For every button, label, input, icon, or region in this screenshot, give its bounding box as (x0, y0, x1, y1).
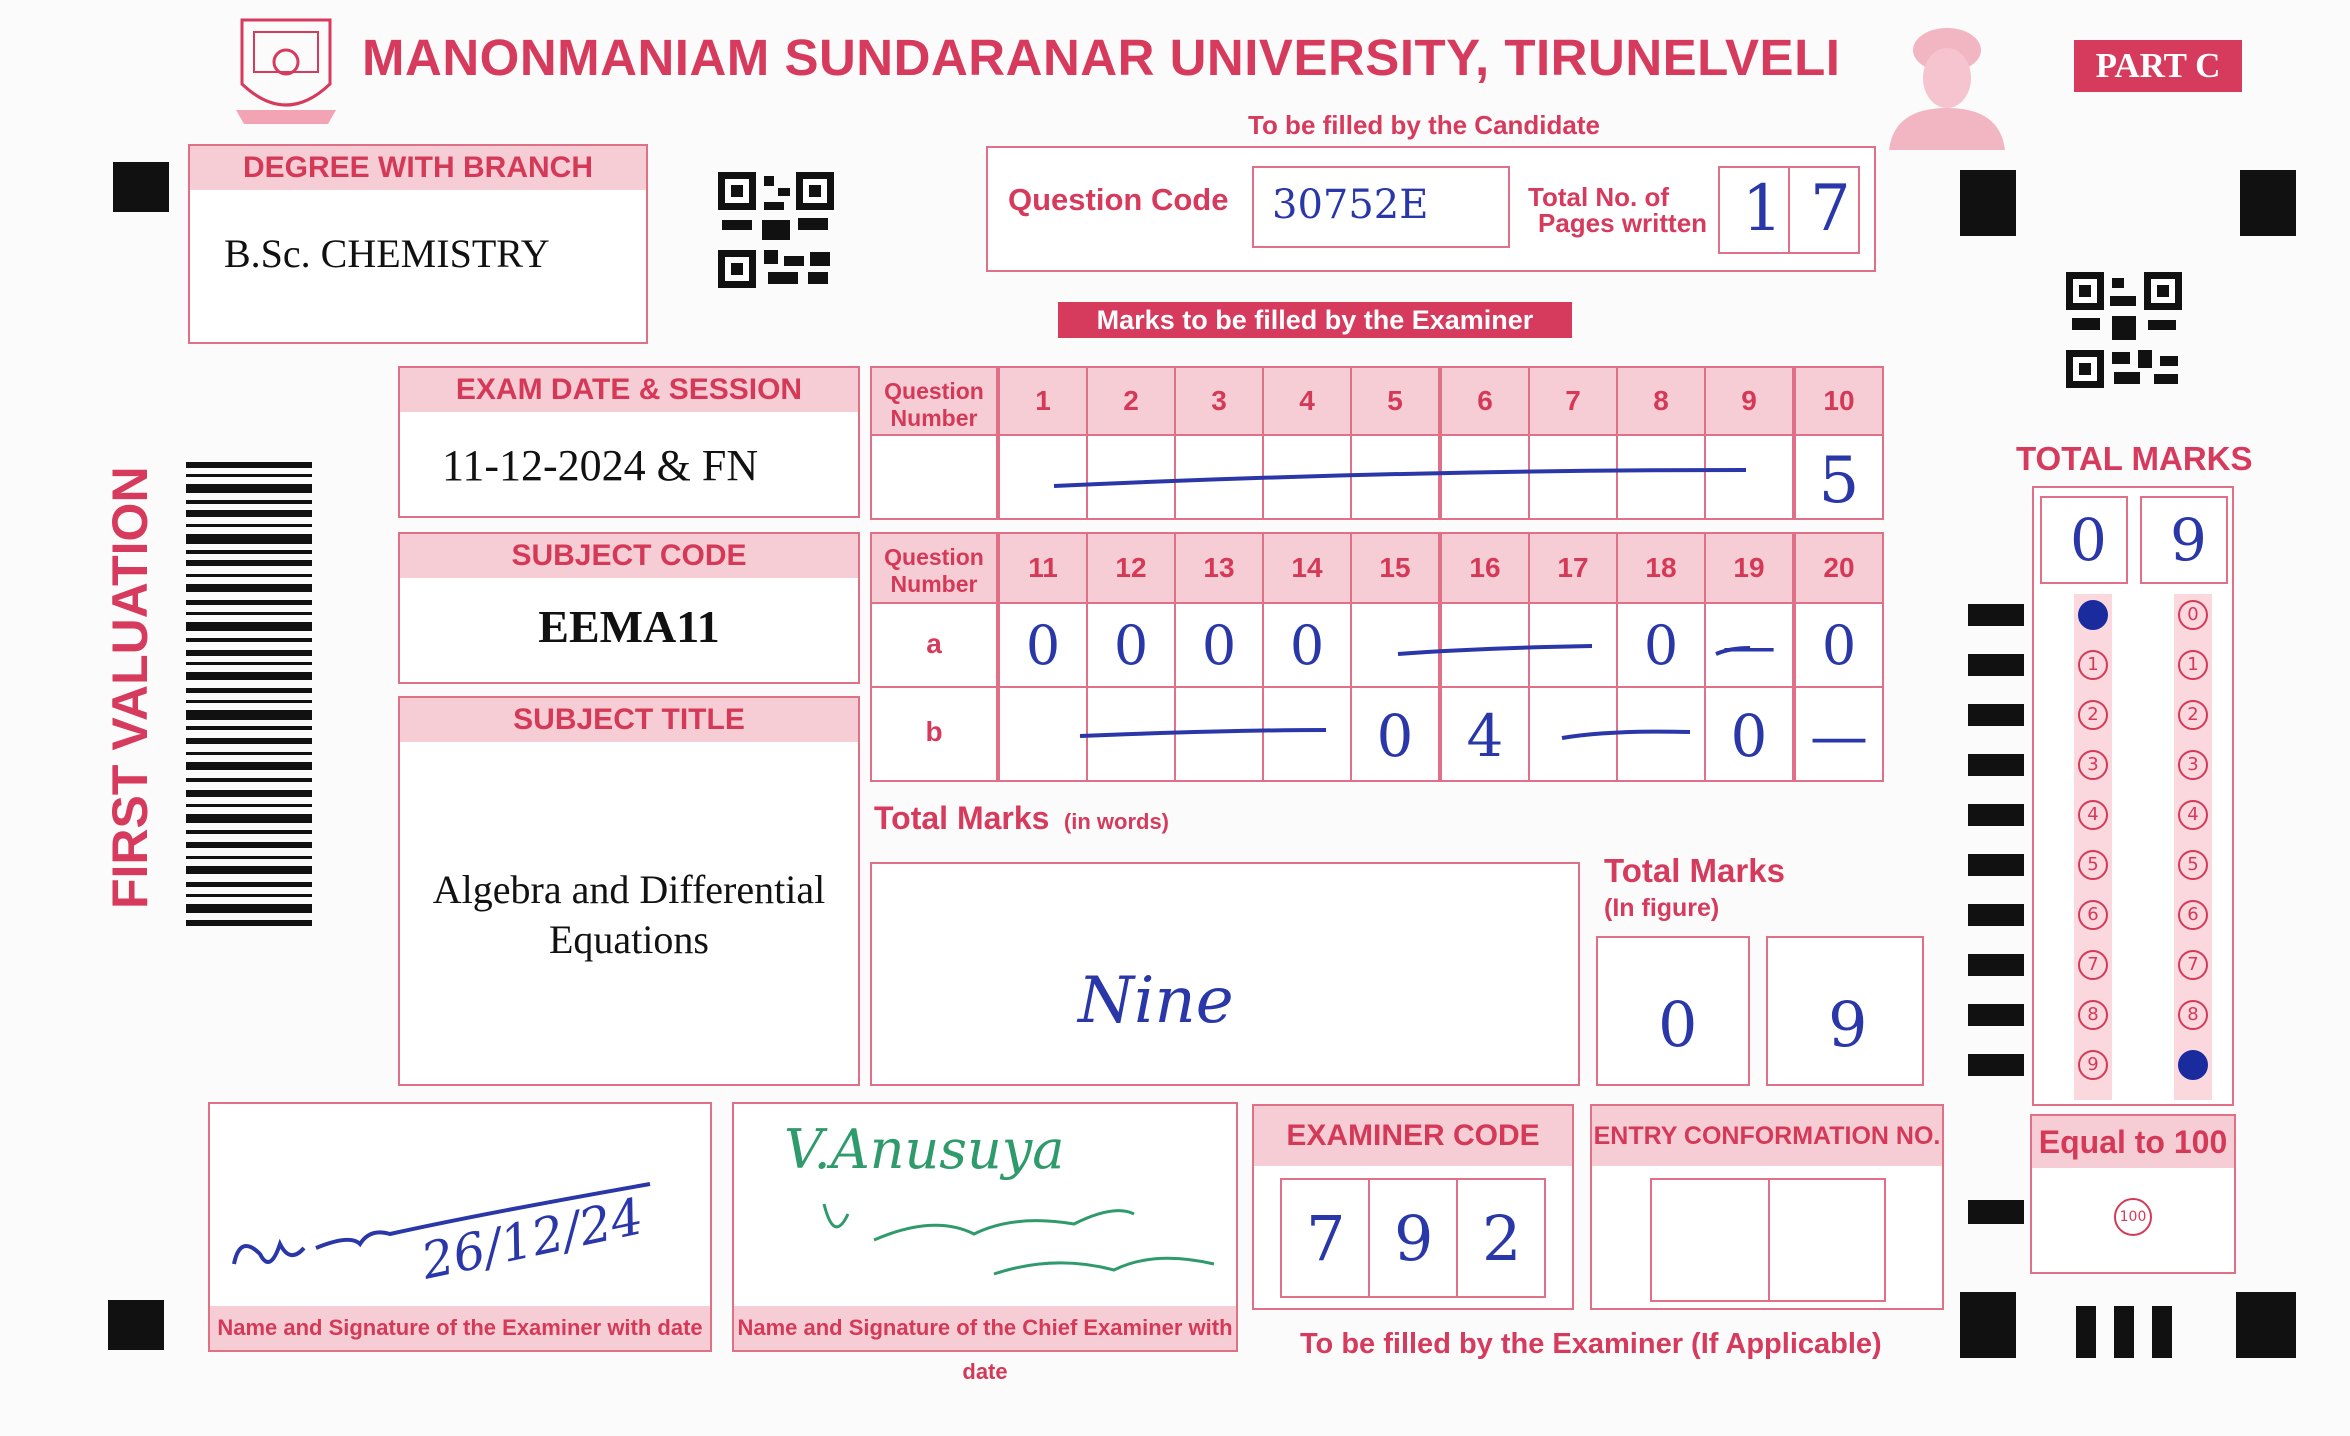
bubble-100[interactable]: 100 (2114, 1198, 2152, 1236)
row-b-label-text: b (925, 716, 943, 747)
degree-label: DEGREE WITH BRANCH (190, 146, 646, 190)
question-code-label: Question Code (1008, 182, 1229, 217)
examiner-signature-caption: Name and Signature of the Examiner with date (210, 1306, 710, 1350)
grid2-number-10: 20 (1794, 532, 1884, 604)
exam-date-label: EXAM DATE & SESSION (400, 368, 858, 412)
bubble-col2-0[interactable]: 0 (2178, 600, 2208, 630)
grid2-number-2: 12 (1086, 532, 1176, 604)
total-marks-side-digit-1 (2040, 496, 2128, 584)
part-badge: PART C (2074, 40, 2242, 92)
grid2-row-a-value: 0 (1289, 614, 1325, 677)
bubble-col1-5[interactable]: 5 (2078, 850, 2108, 880)
total-words-label (874, 800, 1169, 837)
grid1-number-5: 5 (1350, 366, 1440, 436)
grid2-row-b-label (870, 686, 998, 782)
examiner-banner: Marks to be filled by the Examiner (1058, 302, 1572, 338)
total-words-sub: (in words) (1063, 809, 1170, 834)
candidate-note: To be filled by the Candidate (1248, 110, 1600, 140)
examiner-code-label: EXAMINER CODE (1254, 1106, 1572, 1166)
grid1-qlabel-1: Question (884, 378, 984, 404)
grid1-number-10: 10 (1794, 366, 1884, 436)
grid1-number-4: 4 (1262, 366, 1352, 436)
bubble-col2-4[interactable]: 4 (2178, 800, 2208, 830)
grid2-question-label (870, 532, 998, 604)
omr-tick-mark (1968, 1004, 2024, 1026)
omr-tick-mark (1968, 904, 2024, 926)
entry-conf-box (1590, 1104, 1944, 1310)
subject-title-box (398, 696, 860, 1086)
bubble-col1-1[interactable]: 1 (2078, 650, 2108, 680)
total-words-value: Nine (1078, 964, 1234, 1038)
examiner-code-digit-2 (1368, 1178, 1458, 1298)
grid2-number-8: 18 (1616, 532, 1706, 604)
grid1-number-3: 3 (1174, 366, 1264, 436)
grid1-blank-cell (870, 434, 998, 520)
grid2-number-5: 15 (1350, 532, 1440, 604)
chief-signature-stroke (814, 1184, 1234, 1314)
timing-mark (2114, 1306, 2134, 1358)
chief-signature-caption: Name and Signature of the Chief Examiner with date (734, 1306, 1236, 1350)
barcode (186, 462, 312, 932)
total-marks-side-label: TOTAL MARKS (2016, 440, 2253, 477)
grid1-mark-value: 5 (1818, 444, 1860, 518)
examiner-signature-date: 26/12/24 (416, 1187, 649, 1291)
degree-value: B.Sc. CHEMISTRY (224, 231, 550, 276)
grid1-number-8: 8 (1616, 366, 1706, 436)
omr-tick-mark (1968, 604, 2024, 626)
total-words-box (870, 862, 1580, 1086)
grid2-qlabel-2: Number (890, 571, 978, 597)
timing-mark (2152, 1306, 2172, 1358)
chief-signature-name: V.Anusuya (784, 1118, 1065, 1181)
total-figure-d1: 0 (1658, 988, 1698, 1061)
pages-digit-2-value: 7 (1810, 172, 1851, 246)
grid2-number-6: 16 (1440, 532, 1530, 604)
row-a-label-text: a (926, 628, 942, 659)
grid2-number-3: 13 (1174, 532, 1264, 604)
grid2-row-b-value: — (1810, 702, 1868, 770)
omr-tick-mark (1968, 804, 2024, 826)
examiner-code-d3: 2 (1482, 1202, 1522, 1275)
pages-digit-1 (1718, 166, 1790, 254)
grid2-row-a-value: 0 (1025, 614, 1061, 677)
examiner-code-box (1252, 1104, 1574, 1310)
university-title: MANONMANIAM SUNDARANAR UNIVERSITY, TIRUNELVELI (362, 29, 1841, 86)
pages-digit-2 (1788, 166, 1860, 254)
grid2-row-a-value: 0 (1113, 614, 1149, 677)
grid2-qlabel-1: Question (884, 544, 984, 570)
omr-tick-mark (1968, 754, 2024, 776)
bubble-col1-3[interactable]: 3 (2078, 750, 2108, 780)
grid1-question-label (870, 366, 998, 436)
bubble-col2-3[interactable]: 3 (2178, 750, 2208, 780)
total-side-d2: 9 (2170, 506, 2207, 574)
timing-mark (2236, 1292, 2296, 1358)
exam-date-box (398, 366, 860, 518)
subject-code-label: SUBJECT CODE (400, 534, 858, 578)
grid2-row-b-value: 4 (1466, 702, 1504, 770)
bubble-col1-4[interactable]: 4 (2078, 800, 2108, 830)
omr-tick-mark (1968, 854, 2024, 876)
examiner-code-d1: 7 (1306, 1202, 1346, 1275)
total-figure-sub: (In figure) (1604, 894, 1720, 922)
examiner-code-digit-1 (1280, 1178, 1370, 1298)
bubble-col1-8[interactable]: 8 (2078, 1000, 2108, 1030)
grid2-row-b-value: 0 (1376, 702, 1414, 770)
bubble-col2-1[interactable]: 1 (2178, 650, 2208, 680)
grid1-number-2: 2 (1086, 366, 1176, 436)
qr-code (2066, 272, 2182, 388)
total-side-d1: 0 (2070, 506, 2107, 574)
bubble-col1-2[interactable]: 2 (2078, 700, 2108, 730)
grid2-row-a-value: 0 (1821, 614, 1857, 677)
total-marks-omr (2032, 486, 2234, 1106)
timing-mark (1960, 170, 2016, 236)
degree-box (188, 144, 648, 344)
question-code-value: 30752E (1272, 182, 1429, 228)
grid2-number-1: 11 (998, 532, 1088, 604)
grid2-number-9: 19 (1704, 532, 1794, 604)
omr-tick-mark (1968, 704, 2024, 726)
total-figure-d2: 9 (1828, 988, 1868, 1061)
question-code-box (986, 146, 1876, 272)
bubble-col2-6[interactable]: 6 (2178, 900, 2208, 930)
examiner-signature-box (208, 1102, 712, 1352)
chief-signature-box (732, 1102, 1238, 1384)
timing-mark (2240, 170, 2296, 236)
subject-title-line1: Algebra and Differential (432, 867, 826, 912)
grid1-number-1: 1 (998, 366, 1088, 436)
bubble-col2-2[interactable]: 2 (2178, 700, 2208, 730)
footer-note: To be filled by the Examiner (If Applicable) (1300, 1328, 1882, 1360)
question-code-field (1252, 166, 1510, 248)
timing-mark (1968, 1200, 2024, 1224)
subject-code-box (398, 532, 860, 684)
total-marks-side-digit-2 (2140, 496, 2228, 584)
total-figure-digit-1 (1596, 936, 1750, 1086)
grid1-qlabel-2: Number (890, 405, 978, 431)
omr-tick-mark (1968, 954, 2024, 976)
entry-conf-cell-2[interactable] (1768, 1178, 1886, 1302)
timing-mark (2076, 1306, 2096, 1358)
equal-100-box (2030, 1114, 2236, 1274)
grid1-number-9: 9 (1704, 366, 1794, 436)
grid2-row-a-value: 0 (1201, 614, 1237, 677)
equal-100-label: Equal to 100 (2032, 1116, 2234, 1168)
grid2-row-a-value: 0 (1643, 614, 1679, 677)
bubble-col2-9[interactable] (2178, 1050, 2208, 1080)
omr-tick-mark (1968, 1054, 2024, 1076)
timing-mark (113, 162, 169, 212)
university-logo (232, 14, 340, 132)
grid2-row-a-label (870, 602, 998, 688)
grid2-row-b-value: 0 (1730, 702, 1768, 770)
bubble-col2-8[interactable]: 8 (2178, 1000, 2208, 1030)
pages-label: Total No. of (1528, 182, 1670, 212)
entry-conf-cell-1[interactable] (1650, 1178, 1770, 1302)
grid2-number-7: 17 (1528, 532, 1618, 604)
grid1-number-7: 7 (1528, 366, 1618, 436)
bubble-col1-9[interactable]: 9 (2078, 1050, 2108, 1080)
grid2-number-4: 14 (1262, 532, 1352, 604)
omr-tick-mark (1968, 654, 2024, 676)
pages-label-2: Pages written (1538, 208, 1708, 238)
bubble-col2-7[interactable]: 7 (2178, 950, 2208, 980)
bubble-col1-0[interactable] (2078, 600, 2108, 630)
bubble-col2-5[interactable]: 5 (2178, 850, 2208, 880)
grid1-number-6: 6 (1440, 366, 1530, 436)
total-words-label-text: Total Marks (874, 800, 1050, 836)
subject-code-value: EEMA11 (538, 601, 720, 652)
qr-code (718, 172, 834, 288)
subject-title-label: SUBJECT TITLE (400, 698, 858, 742)
subject-title-line2: Equations (549, 917, 709, 962)
timing-mark (1960, 1292, 2016, 1358)
examiner-code-d2: 9 (1394, 1202, 1434, 1275)
examiner-code-digit-3 (1456, 1178, 1546, 1298)
bubble-col1-7[interactable]: 7 (2078, 950, 2108, 980)
handwritten-strokes (1000, 430, 1890, 790)
entry-conf-label: ENTRY CONFORMATION NO. (1592, 1106, 1942, 1166)
founder-portrait (1884, 20, 2010, 150)
bubble-col1-6[interactable]: 6 (2078, 900, 2108, 930)
exam-date-value: 11-12-2024 & FN (442, 441, 759, 490)
first-valuation-label: FIRST VALUATION (102, 466, 158, 909)
pages-digit-1-value: 1 (1742, 172, 1783, 246)
timing-mark (108, 1300, 164, 1350)
total-figure-digit-2 (1766, 936, 1924, 1086)
total-figure-label: Total Marks (1604, 852, 1785, 889)
grid2-row-a-value: — (1722, 614, 1776, 677)
